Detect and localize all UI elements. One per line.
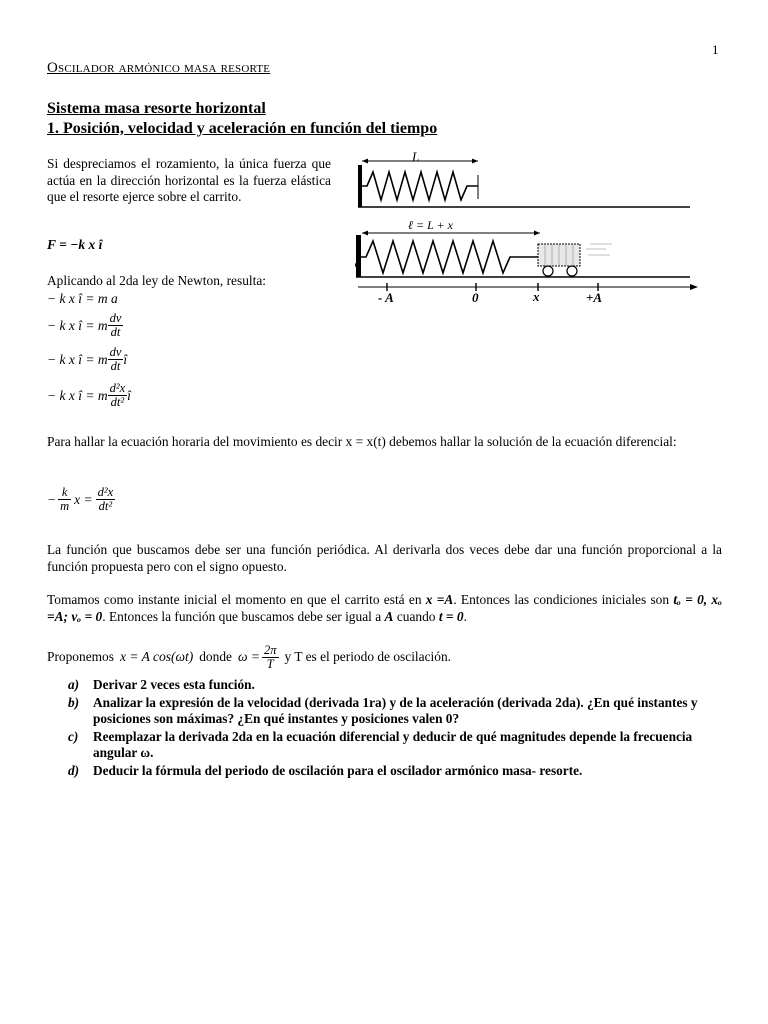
periodic-paragraph: La función que buscamos debe ser una función periódica. Al derivarla dos veces debe dar una función proporcional a la función propuesta pero con el signo opuesto. [47,542,722,574]
initial-conditions-paragraph [47,592,722,625]
newton-eq-4 [47,382,131,409]
frac-num: dv [109,345,122,359]
propose-line [47,644,727,671]
wall-pin [355,262,361,268]
intro-paragraph: Si despreciamos el rozamiento, la única fuerza que actúa en la dirección horizontal es la fuerza elástica que el resorte ejerce sobre el carrito. [47,156,331,204]
frac-den: dt² [110,395,125,409]
newton-eq-3 [47,346,127,373]
subsection-title: 1. Posición, velocidad y aceleración en función del tiempo [47,120,438,137]
initial-conditions: tₒ = 0, xₒ =A; vₒ = 0 [47,592,723,624]
label-L: L [412,149,420,164]
initial-t0: t = 0 [438,608,464,624]
eq-lhs: − k x î = m [47,351,108,367]
frac-num: k [58,486,71,500]
dv-dt-fraction [108,346,124,373]
list-item [68,677,722,694]
initial-A: A [384,608,394,624]
propose-prefix: Proponemos [47,649,114,665]
item-text: Deducir la fórmula del periodo de oscilación para el oscilador armónico masa- resorte. [93,762,583,778]
spring-stretched [361,241,538,273]
d2x-dt2-fraction [108,382,128,409]
wall-top [358,165,362,207]
list-item [68,729,722,762]
initial-text: Tomamos como instante inicial el momento en que el carrito está en [47,592,422,607]
item-label: b) [68,694,80,710]
frac-den: dt [110,325,121,339]
k-m-fraction [58,486,71,513]
newton-eq-1: − k x î = m a [47,291,118,306]
document-title: Oscilador armónico masa resorte [47,60,271,76]
unit-vector: î [127,387,131,403]
propose-donde: donde [199,649,232,665]
item-label: d) [68,762,80,778]
cart-wheel-right [567,266,577,276]
diff-minus: − [47,491,57,507]
spring-cart-diagram [340,145,710,310]
initial-text: . Entonces la función que buscamos debe ser igual a [102,608,382,624]
frac-den: T [266,657,274,671]
eq-lhs: − k x î = m [47,387,108,403]
propose-suffix: y T es el periodo de oscilación. [284,649,451,665]
list-item [68,763,722,780]
differential-equation [47,486,115,513]
initial-text: . [463,608,467,624]
frac-num: 2π [264,643,277,657]
initial-text: cuando [396,608,436,624]
frac-den: dt [110,359,121,373]
axis-label-pos-A: +A [586,290,603,305]
dv-dt-fraction [108,312,124,339]
diff-x-eq: x = [74,491,93,507]
frac-den: m [60,499,70,513]
item-text: Reemplazar la derivada 2da en la ecuación diferencial y deducir de qué magnitudes depende la frecuencia angular ω. [93,728,693,760]
newton-eq-2 [47,312,123,339]
list-item [68,695,722,728]
task-list [68,677,722,780]
unit-vector: î [123,351,128,367]
force-equation: F = −k x î [47,237,103,252]
propose-formula: x = A cos(ωt) [119,649,194,665]
section-title: Sistema masa resorte horizontal [47,100,266,117]
spring-relaxed [362,172,478,200]
axis-label-zero: 0 [472,290,479,305]
diff-intro-paragraph: Para hallar la ecuación horaria del movimiento es decir x = x(t) debemos hallar la solución de la ecuación diferencial: [47,434,677,449]
wall-bottom [356,235,361,277]
cart-wheel-left [543,266,553,276]
task-items [68,677,722,779]
frac-den: dt² [98,499,113,513]
omega-eq: ω = [237,649,260,665]
frac-num: d²x [109,381,126,395]
two-pi-over-T-fraction [262,644,279,671]
initial-x-eq-A: x =A [425,592,454,607]
newton-intro: Aplicando al 2da ley de Newton, resulta: [47,273,267,288]
frac-num: d²x [97,485,114,499]
item-label: c) [68,728,79,744]
item-text: Analizar la expresión de la velocidad (derivada 1ra) y de la aceleración (derivada 2da). ¿En qué instantes y posiciones son máximas? ¿En qué instantes y posiciones valen 0? [93,694,698,726]
frac-num: dv [109,311,122,325]
axis-label-neg-A: - A [378,290,394,305]
label-ell: ℓ = L + x [408,218,453,232]
page-number: 1 [712,42,719,57]
axis-label-x: x [533,289,540,304]
initial-text: . Entonces las condiciones iniciales son [453,592,670,607]
item-text: Derivar 2 veces esta función. [93,677,255,692]
item-label: a) [68,677,80,692]
eq-lhs: − k x î = m [47,317,108,333]
x-axis-arrow [690,284,698,290]
d2x-dt2-fraction [96,486,116,513]
